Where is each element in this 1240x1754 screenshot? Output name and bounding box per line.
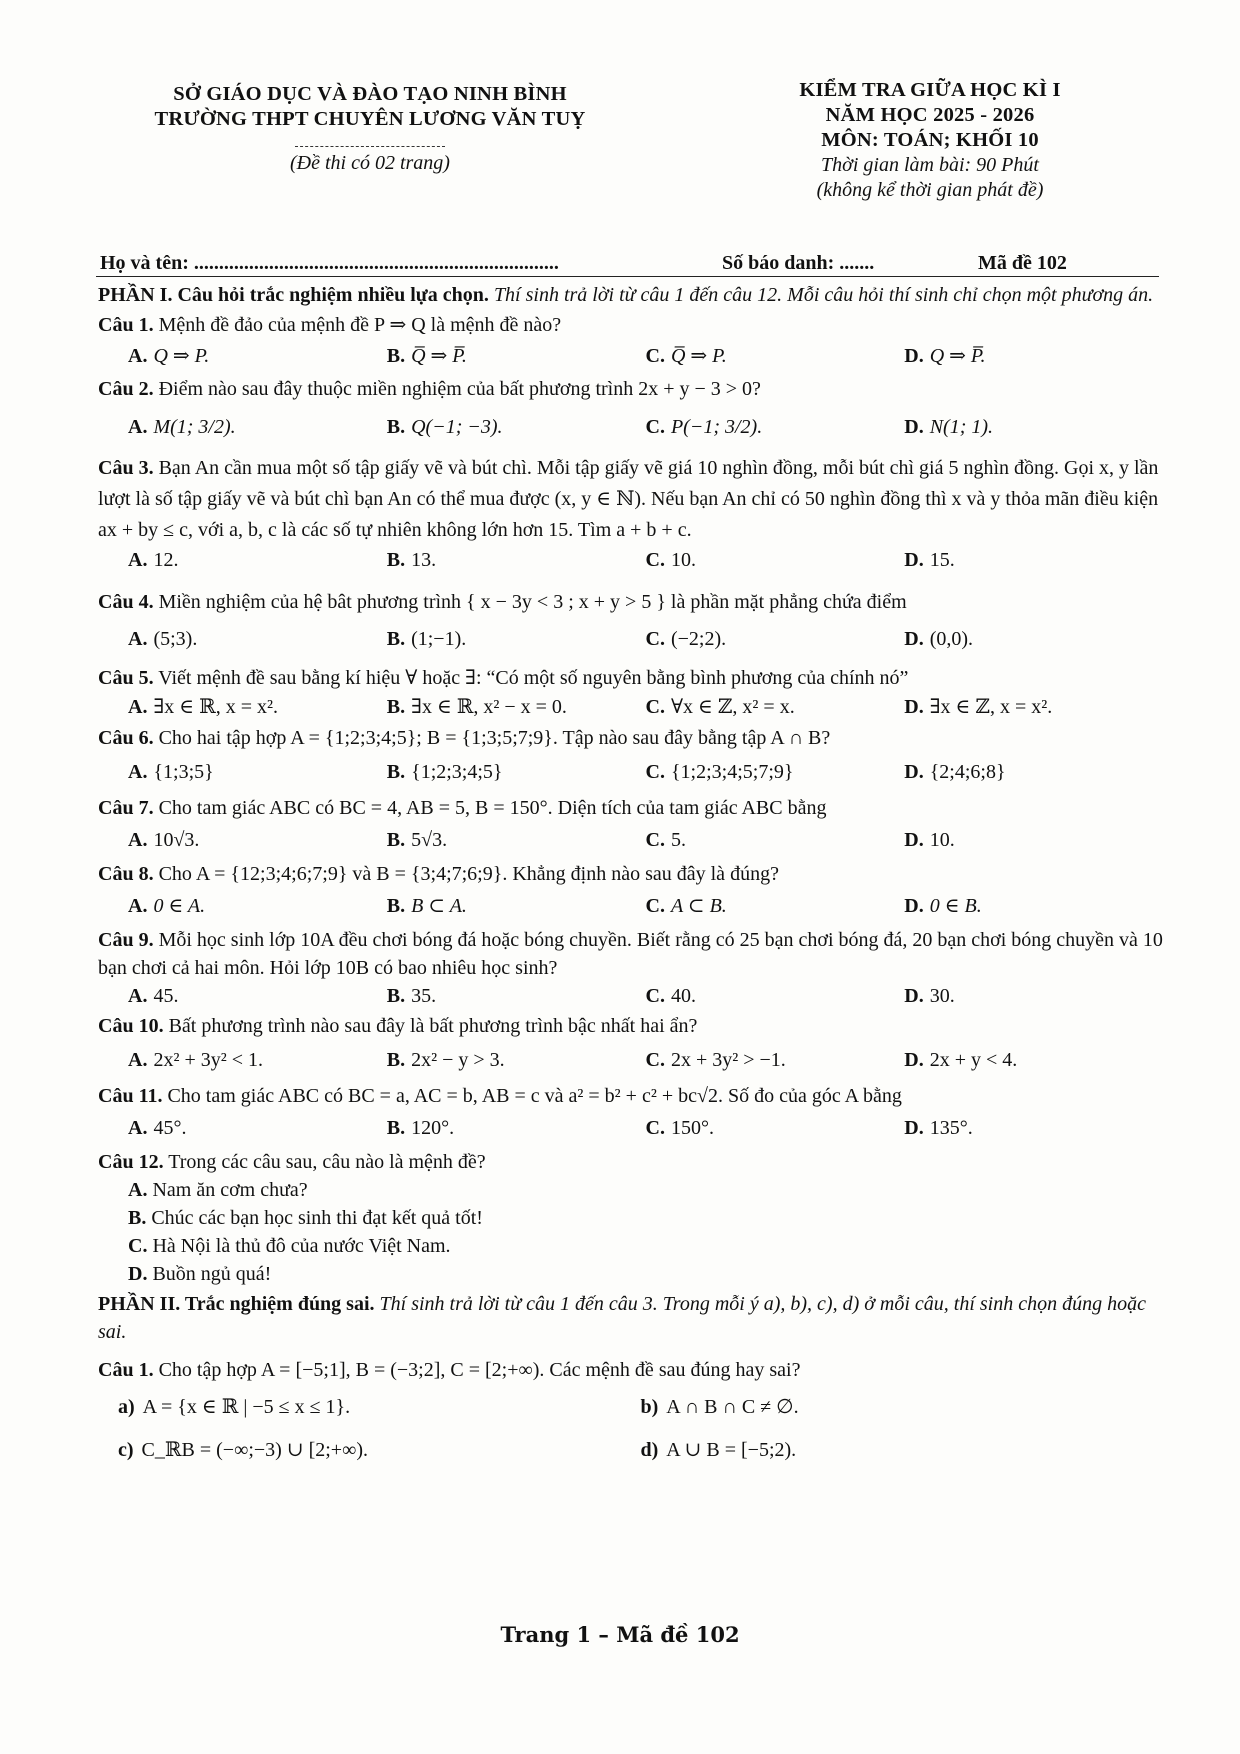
option-text: (1;−1).: [411, 628, 467, 650]
part2-instruction: Thí sinh trả lời từ câu 1 đến câu 3. Trong mỗi ý a), b), c), d) ở mỗi câu, thí sinh chọn đúng hoặc sai.: [98, 1293, 1146, 1343]
statement-label: b): [640, 1396, 659, 1418]
options: [98, 403, 1163, 451]
option-text: (−2;2).: [670, 628, 727, 650]
option-text: 5√3.: [411, 829, 448, 851]
option-letter: A.: [128, 761, 148, 783]
question-number: Câu 2.: [98, 378, 154, 400]
question-text: Cho tam giác ABC có BC = a, AC = b, AB = c và a² = b² + c² + bc√2. Số đo của góc A bằng: [162, 1085, 902, 1107]
option-letter: C.: [128, 1235, 148, 1257]
option-letter: B.: [386, 895, 406, 917]
option-letter: C.: [645, 548, 665, 571]
question-number: Câu 3.: [98, 457, 154, 479]
part1-heading: [98, 281, 1163, 309]
option-letter: A.: [128, 895, 148, 917]
option-text: 30.: [929, 985, 955, 1007]
option-d: [904, 1114, 1163, 1142]
option-letter: B.: [386, 829, 406, 851]
option-letter: C.: [645, 985, 665, 1007]
option-text: 10.: [670, 548, 696, 571]
option-a: [128, 982, 387, 1010]
option-text: 2x² − y > 3.: [411, 1049, 505, 1071]
option-letter: D.: [904, 985, 924, 1007]
option-text: ∃x ∈ ℤ, x = x².: [929, 696, 1053, 718]
option-letter: D.: [904, 829, 924, 851]
exam-title: KIỂM TRA GIỮA HỌC KÌ I: [799, 79, 1061, 101]
option-letter: D.: [904, 895, 924, 917]
option-letter: A.: [128, 1179, 148, 1201]
option-d: [904, 826, 1163, 854]
option-c: [646, 758, 905, 786]
option-text: ∀x ∈ ℤ, x² = x.: [670, 696, 795, 718]
question-text: Bất phương trình nào sau đây là bất phương trình bậc nhất hai ẩn?: [163, 1015, 698, 1037]
info-rule: [96, 276, 1159, 277]
student-name-field: Họ và tên: .........................................................................: [100, 252, 559, 274]
question-number: Câu 10.: [98, 1015, 164, 1037]
option-text: Q̅ ⇒ P.: [670, 345, 727, 367]
option-d: [904, 758, 1163, 786]
options: [98, 546, 1163, 574]
time-note: (không kể thời gian phát đề): [816, 179, 1044, 201]
option-text: 12.: [153, 548, 179, 571]
option-c: [646, 892, 905, 920]
option-c: [646, 1114, 905, 1142]
option-letter: D.: [128, 1263, 148, 1285]
option-a: [128, 1114, 387, 1142]
option-text: {2;4;6;8}: [929, 761, 1006, 783]
question-6: [98, 724, 1163, 792]
question-number: Câu 1.: [98, 314, 154, 336]
question-text: Điểm nào sau đây thuộc miền nghiệm của bất phương trình 2x + y − 3 > 0?: [153, 378, 761, 400]
options: [98, 888, 1163, 924]
statement-label: a): [118, 1396, 135, 1418]
option-letter: D.: [904, 696, 924, 718]
option-letter: D.: [904, 548, 924, 571]
question-4: [98, 588, 1163, 662]
option-c: [646, 693, 905, 721]
option-text: B ⊂ A.: [411, 895, 467, 917]
option-a: [128, 693, 387, 721]
option-text: 45.: [153, 985, 179, 1007]
question-text: Viết mệnh đề sau bằng kí hiệu ∀ hoặc ∃: “Có một số nguyên bằng bình phương của chính nó”: [153, 667, 909, 689]
statement-label: d): [640, 1439, 659, 1461]
option-text: 2x + y < 4.: [929, 1049, 1018, 1071]
option-letter: A.: [128, 345, 148, 367]
option-letter: C.: [645, 1117, 665, 1139]
part1-title: PHẦN I. Câu hỏi trắc nghiệm nhiều lựa chọn.: [98, 284, 489, 306]
options: [98, 692, 1163, 722]
student-id-field: Số báo danh: .......: [722, 252, 875, 274]
option-text: 45°.: [153, 1117, 187, 1139]
option-c: [646, 545, 905, 576]
option-letter: B.: [386, 628, 406, 650]
school-name: TRƯỜNG THPT CHUYÊN LƯƠNG VĂN TUỴ: [154, 108, 586, 130]
option-b: [98, 1204, 1163, 1232]
option-letter: B.: [128, 1207, 147, 1229]
option-text: 13.: [411, 548, 437, 571]
option-c: [646, 1046, 905, 1074]
option-d: [904, 1046, 1163, 1074]
question-text: Mỗi học sinh lớp 10A đều chơi bóng đá hoặc bóng chuyền. Biết rằng có 25 bạn chơi bóng đá, 20 bạn chơi bóng chuyền và 10 bạn chơi cả hai môn. Hỏi lớp 10B có bao nhiêu học sinh?: [98, 929, 1163, 979]
option-text: 120°.: [411, 1117, 455, 1139]
option-a: [128, 1046, 387, 1074]
school-header: [90, 82, 650, 176]
option-c: [646, 826, 905, 854]
option-letter: C.: [645, 345, 665, 367]
question-number: Câu 7.: [98, 797, 154, 819]
option-letter: D.: [904, 345, 924, 367]
option-text: Nam ăn cơm chưa?: [152, 1179, 308, 1201]
option-d: [904, 545, 1163, 576]
option-letter: B.: [386, 761, 406, 783]
question-text: Bạn An cần mua một số tập giấy vẽ và bút chì. Mỗi tập giấy vẽ giá 10 nghìn đồng, mỗi bút chì giá 5 nghìn đồng. Gọi x, y lần lượt là số tập giấy vẽ và bút chì bạn An có thể mua được (x, y ∈ ℕ). Nếu bạn An chỉ có 50 nghìn đồng thì x và y thỏa mãn điều kiện ax + by ≤ c, với a, b, c là các số tự nhiên không lớn hơn 15. Tìm a + b + c.: [98, 457, 1159, 541]
question-number: Câu 12.: [98, 1151, 164, 1173]
option-text: Hà Nội là thủ đô của nước Việt Nam.: [152, 1235, 451, 1257]
options: [98, 339, 1163, 373]
option-text: 10√3.: [153, 829, 200, 851]
option-letter: A.: [128, 696, 148, 718]
option-text: 150°.: [670, 1117, 714, 1139]
option-text: 40.: [670, 985, 696, 1007]
option-text: Q̅ ⇒ P̅.: [411, 345, 467, 367]
option-a: [128, 342, 387, 370]
statement-b: [641, 1393, 1164, 1421]
question-11: [98, 1082, 1163, 1146]
question-text: Miền nghiệm của hệ bât phương trình { x − 3y < 3 ; x + y > 5 } là phần mặt phẳng chứa điểm: [153, 591, 907, 613]
option-b: [387, 413, 646, 441]
option-d: [904, 625, 1163, 653]
option-c: [646, 342, 905, 370]
option-a: [128, 758, 387, 786]
question-number: Câu 6.: [98, 727, 154, 749]
statement-text: A ∩ B ∩ C ≠ ∅.: [666, 1396, 799, 1418]
option-text: N(1; 1).: [929, 416, 994, 438]
option-letter: A.: [128, 1049, 148, 1071]
option-letter: A.: [128, 985, 148, 1007]
part2-title: PHẦN II. Trắc nghiệm đúng sai.: [98, 1293, 375, 1315]
option-text: Q ⇒ P̅.: [929, 345, 986, 367]
option-a: [128, 413, 387, 441]
question-8: [98, 860, 1163, 924]
option-text: Buồn ngủ quá!: [152, 1263, 272, 1285]
statements-row-2: [98, 1430, 1163, 1470]
department-name: SỞ GIÁO DỤC VÀ ĐÀO TẠO NINH BÌNH: [173, 83, 567, 105]
option-text: Q ⇒ P.: [153, 345, 210, 367]
option-c: [98, 1232, 1163, 1260]
statements-row-1: [98, 1384, 1163, 1430]
option-d: [98, 1260, 1163, 1288]
option-letter: D.: [904, 628, 924, 650]
subject: MÔN: TOÁN; KHỐI 10: [821, 129, 1039, 151]
option-letter: D.: [904, 416, 924, 438]
option-text: 5.: [670, 829, 686, 851]
option-text: 2x + 3y² > −1.: [670, 1049, 786, 1071]
option-letter: B.: [386, 548, 406, 571]
option-b: [387, 545, 646, 576]
question-2: [98, 375, 1163, 451]
options: [98, 616, 1163, 662]
option-letter: C.: [645, 1049, 665, 1071]
option-text: 135°.: [929, 1117, 973, 1139]
option-letter: C.: [645, 895, 665, 917]
option-a: [128, 892, 387, 920]
option-text: 15.: [929, 548, 955, 571]
statement-text: A ∪ B = [−5;2).: [666, 1439, 797, 1461]
exam-header: [690, 78, 1170, 203]
option-c: [646, 982, 905, 1010]
option-a: [128, 826, 387, 854]
question-text: Mệnh đề đảo của mệnh đề P ⇒ Q là mệnh đề nào?: [153, 314, 562, 336]
option-letter: C.: [645, 829, 665, 851]
page-count-note: (Đề thi có 02 trang): [290, 152, 450, 174]
option-d: [904, 982, 1163, 1010]
option-letter: A.: [128, 628, 148, 650]
statement-c: [118, 1436, 641, 1464]
option-b: [387, 982, 646, 1010]
options: [98, 752, 1163, 792]
option-text: 10.: [929, 829, 955, 851]
question-5: [98, 664, 1163, 722]
option-b: [387, 826, 646, 854]
option-letter: C.: [645, 696, 665, 718]
options: [98, 1110, 1163, 1146]
option-d: [904, 413, 1163, 441]
option-text: 0 ∈ B.: [929, 895, 982, 917]
option-a: [128, 545, 387, 576]
page-footer: Trang 1 – Mã đề 102: [500, 1622, 740, 1647]
option-c: [646, 625, 905, 653]
option-b: [387, 1046, 646, 1074]
option-letter: D.: [904, 1117, 924, 1139]
option-letter: D.: [904, 761, 924, 783]
question-number: Câu 11.: [98, 1085, 163, 1107]
option-letter: B.: [386, 345, 406, 367]
option-text: A ⊂ B.: [670, 895, 727, 917]
option-b: [387, 625, 646, 653]
question-text: Cho tam giác ABC có BC = 4, AB = 5, B = 150°. Diện tích của tam giác ABC bằng: [153, 797, 827, 819]
option-c: [646, 413, 905, 441]
question-number: Câu 1.: [98, 1359, 154, 1381]
option-letter: C.: [645, 628, 665, 650]
question-3: [98, 453, 1163, 574]
option-letter: C.: [645, 761, 665, 783]
question-number: Câu 8.: [98, 863, 154, 885]
option-d: [904, 342, 1163, 370]
option-text: P(−1; 3/2).: [670, 416, 763, 438]
option-letter: B.: [386, 1117, 406, 1139]
option-letter: B.: [386, 1049, 406, 1071]
option-letter: C.: [645, 416, 665, 438]
option-text: Chúc các bạn học sinh thi đạt kết quả tốt!: [151, 1207, 483, 1229]
exam-content: [98, 281, 1163, 1470]
header-divider: [295, 146, 445, 147]
option-letter: A.: [128, 548, 148, 571]
option-text: (0,0).: [929, 628, 974, 650]
option-letter: D.: [904, 1049, 924, 1071]
options: [98, 982, 1163, 1010]
question-number: Câu 4.: [98, 591, 154, 613]
option-b: [387, 892, 646, 920]
option-text: M(1; 3/2).: [153, 416, 236, 438]
statement-a: [118, 1393, 641, 1421]
option-text: {1;2;3;4;5;7;9}: [670, 761, 794, 783]
option-letter: A.: [128, 416, 148, 438]
option-d: [904, 693, 1163, 721]
statement-d: [641, 1436, 1164, 1464]
option-text: ∃x ∈ ℝ, x² − x = 0.: [411, 696, 567, 718]
options: [98, 822, 1163, 858]
time-limit: Thời gian làm bài: 90 Phút: [821, 154, 1039, 176]
option-text: ∃x ∈ ℝ, x = x².: [153, 696, 279, 718]
option-letter: B.: [386, 416, 406, 438]
question-7: [98, 794, 1163, 858]
question-text: Trong các câu sau, câu nào là mệnh đề?: [163, 1151, 486, 1173]
option-text: {1;2;3;4;5}: [411, 761, 503, 783]
question-number: Câu 5.: [98, 667, 154, 689]
question-text: Cho hai tập hợp A = {1;2;3;4;5}; B = {1;3;5;7;9}. Tập nào sau đây bằng tập A ∩ B?: [153, 727, 831, 749]
statement-text: A = {x ∈ ℝ | −5 ≤ x ≤ 1}.: [142, 1396, 351, 1418]
part2-question-1: [98, 1356, 1163, 1470]
question-10: [98, 1012, 1163, 1080]
option-text: {1;3;5}: [153, 761, 214, 783]
option-text: (5;3).: [153, 628, 198, 650]
option-text: 0 ∈ A.: [153, 895, 206, 917]
options: [98, 1040, 1163, 1080]
question-12: [98, 1148, 1163, 1288]
question-9: [98, 926, 1163, 1010]
option-letter: A.: [128, 829, 148, 851]
statement-text: C_ℝB = (−∞;−3) ∪ [2;+∞).: [141, 1439, 368, 1461]
option-b: [387, 693, 646, 721]
statement-label: c): [118, 1439, 134, 1461]
exam-code: Mã đề 102: [978, 252, 1067, 274]
question-text: Cho A = {12;3;4;6;7;9} và B = {3;4;7;6;9}. Khẳng định nào sau đây là đúng?: [153, 863, 779, 885]
option-b: [387, 758, 646, 786]
part2-heading: [98, 1290, 1163, 1346]
part1-instruction: Thí sinh trả lời từ câu 1 đến câu 12. Mỗi câu hỏi thí sinh chỉ chọn một phương án.: [488, 284, 1154, 306]
school-year: NĂM HỌC 2025 - 2026: [825, 104, 1035, 126]
option-letter: A.: [128, 1117, 148, 1139]
option-b: [387, 1114, 646, 1142]
option-text: Q(−1; −3).: [411, 416, 503, 438]
question-number: Câu 9.: [98, 929, 154, 951]
question-1: [98, 311, 1163, 373]
option-a: [128, 625, 387, 653]
option-d: [904, 892, 1163, 920]
option-b: [387, 342, 646, 370]
option-a: [98, 1176, 1163, 1204]
question-text: Cho tập hợp A = [−5;1], B = (−3;2], C = [2;+∞). Các mệnh đề sau đúng hay sai?: [153, 1359, 801, 1381]
option-letter: B.: [386, 985, 406, 1007]
option-text: 2x² + 3y² < 1.: [153, 1049, 264, 1071]
option-text: 35.: [411, 985, 437, 1007]
option-letter: B.: [386, 696, 406, 718]
